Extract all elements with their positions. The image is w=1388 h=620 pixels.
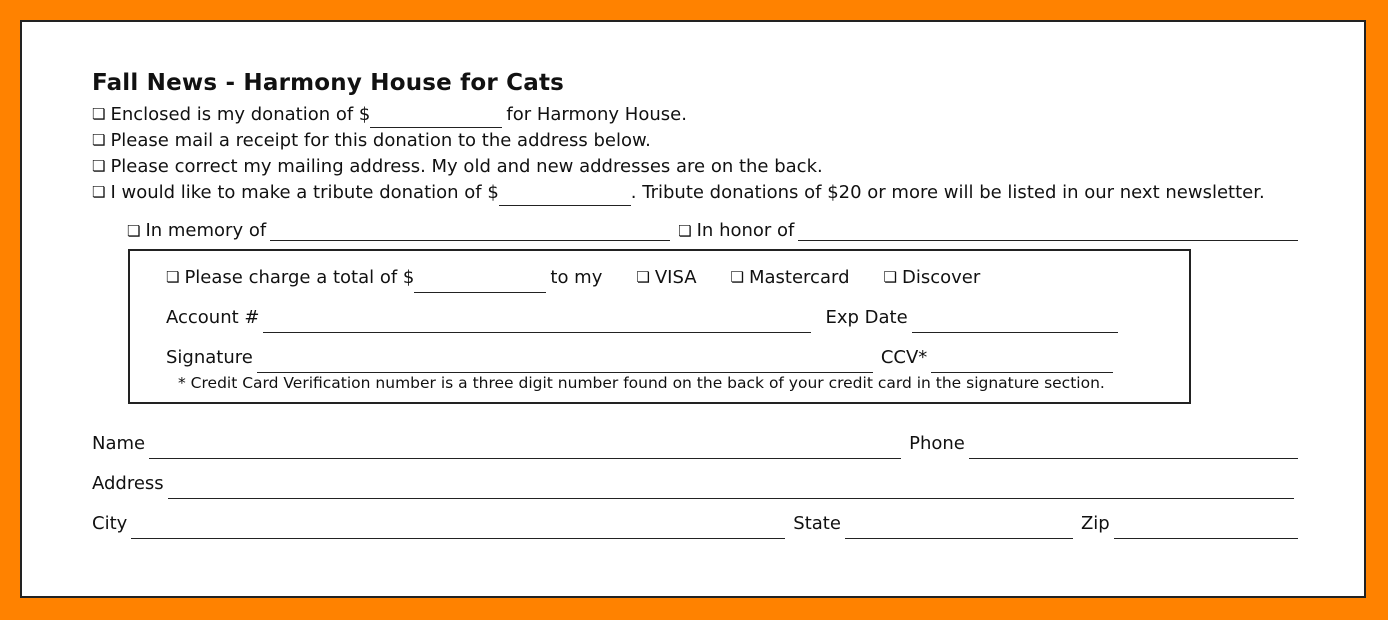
credit-card-section (128, 249, 1191, 404)
charge-suffix: to my (550, 267, 603, 288)
charge-prefix: Please charge a total of $ (184, 267, 415, 288)
state-field[interactable] (845, 519, 1073, 539)
address-field[interactable] (168, 479, 1294, 499)
donation-suffix: for Harmony House. (506, 104, 687, 125)
exp-date-label: Exp Date (825, 307, 908, 328)
in-honor-label: In honor of (696, 220, 795, 241)
checkbox-receipt[interactable]: ❏ (92, 131, 106, 149)
checkbox-in-honor[interactable]: ❏ (678, 222, 692, 240)
name-label: Name (92, 433, 146, 454)
tribute-prefix: I would like to make a tribute donation of $ (110, 182, 499, 203)
ccv-field[interactable] (931, 353, 1113, 373)
city-label: City (92, 513, 128, 534)
contact-section (92, 429, 1298, 539)
phone-label: Phone (909, 433, 965, 454)
visa-label: VISA (654, 267, 697, 288)
checkbox-correct-address[interactable]: ❏ (92, 157, 106, 175)
name-field[interactable] (149, 439, 901, 459)
address-label: Address (92, 473, 164, 494)
in-memory-label: In memory of (145, 220, 267, 241)
donation-prefix: Enclosed is my donation of $ (110, 104, 371, 125)
tribute-option (92, 180, 1298, 206)
checkbox-in-memory[interactable]: ❏ (127, 222, 141, 240)
checkbox-discover[interactable]: ❏ (883, 268, 897, 286)
signature-label: Signature (166, 347, 253, 368)
receipt-option (92, 128, 1298, 154)
donation-amount-field[interactable] (370, 108, 502, 128)
zip-label: Zip (1080, 513, 1110, 534)
tribute-amount-field[interactable] (499, 186, 631, 206)
zip-field[interactable] (1114, 519, 1298, 539)
signature-row (166, 343, 1153, 373)
in-memory-field[interactable] (270, 221, 670, 241)
charge-row (166, 263, 1153, 293)
in-honor-field[interactable] (798, 221, 1298, 241)
form-title: Fall News - Harmony House for Cats (92, 70, 565, 96)
account-row (166, 303, 1153, 333)
city-field[interactable] (131, 519, 785, 539)
phone-field[interactable] (969, 439, 1298, 459)
form-content (92, 68, 1298, 534)
form-card (20, 20, 1366, 598)
ccv-label: CCV* (880, 347, 928, 368)
city-row (92, 509, 1298, 539)
state-label: State (793, 513, 841, 534)
mastercard-label: Mastercard (748, 267, 850, 288)
donation-option (92, 102, 1298, 128)
tribute-suffix: . Tribute donations of $20 or more will be listed in our next newsletter. (630, 182, 1265, 203)
checkbox-tribute[interactable]: ❏ (92, 183, 106, 201)
correct-address-option (92, 154, 1298, 180)
ccv-note: * Credit Card Verification number is a three digit number found on the back of your credit card in the signature section. (178, 374, 1105, 392)
checkbox-mastercard[interactable]: ❏ (730, 268, 744, 286)
checkbox-visa[interactable]: ❏ (636, 268, 650, 286)
discover-label: Discover (901, 267, 981, 288)
account-label: Account # (166, 307, 260, 328)
account-number-field[interactable] (263, 313, 811, 333)
checkbox-charge[interactable]: ❏ (166, 268, 180, 286)
checkbox-donation[interactable]: ❏ (92, 105, 106, 123)
name-row (92, 429, 1298, 459)
correct-address-label: Please correct my mailing address. My old and new addresses are on the back. (110, 156, 823, 177)
signature-field[interactable] (257, 353, 873, 373)
tribute-type-row (92, 213, 1298, 241)
receipt-label: Please mail a receipt for this donation to the address below. (110, 130, 651, 151)
exp-date-field[interactable] (912, 313, 1118, 333)
charge-amount-field[interactable] (414, 273, 546, 293)
address-row (92, 469, 1298, 499)
